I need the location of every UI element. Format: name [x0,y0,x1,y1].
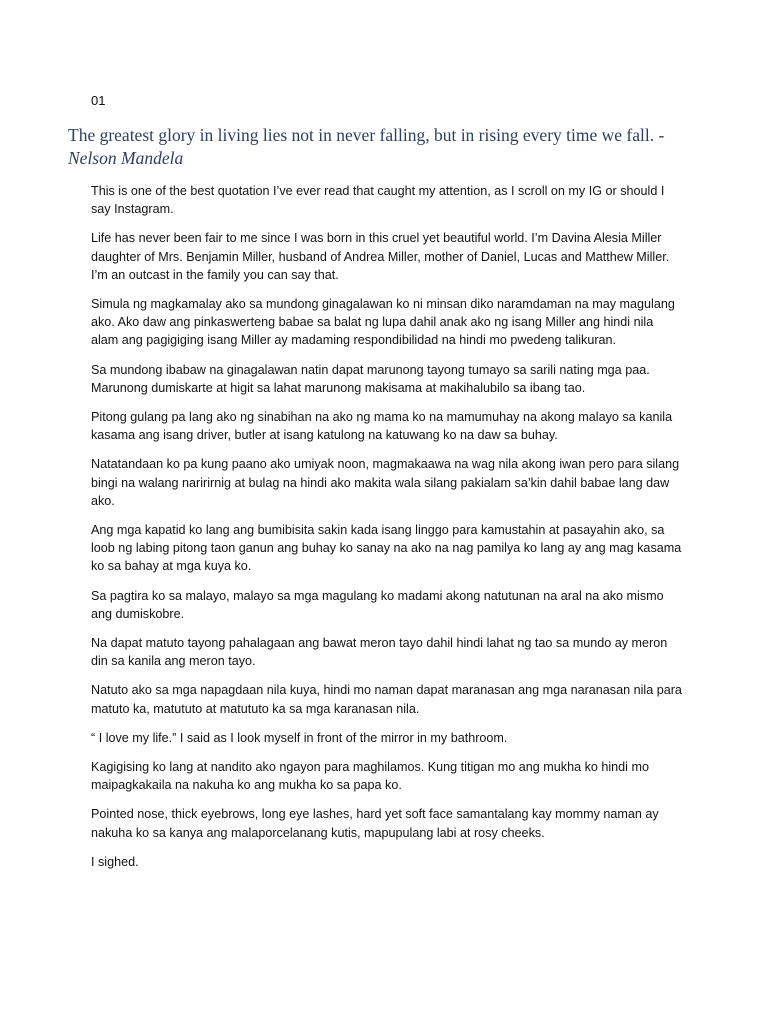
paragraph: “ I love my life.” I said as I look myself in front of the mirror in my bathroom. [91,730,508,745]
paragraph: Kagigising ko lang at nandito ako ngayon para maghilamos. Kung titigan mo ang mukha ko hindi mo maipagkakaila na nakuha ko ang mukha ko sa papa ko. [91,760,649,793]
paragraph: Sa pagtira ko sa malayo, malayo sa mga magulang ko madami akong natutunan na aral na ako mismo ang dumiskobre. [91,588,664,621]
paragraph: Na dapat matuto tayong pahalagaan ang bawat meron tayo dahil hindi lahat ng tao sa mundo ay meron din sa kanila ang meron tayo. [91,636,668,669]
chapter-body [91,182,683,882]
paragraph: This is one of the best quotation I’ve ever read that caught my attention, as I scroll on my IG or should I say Instagram. [91,184,665,217]
quote-author: Nelson Mandela [68,148,184,168]
page-number: 01 [91,93,106,108]
paragraph: Life has never been fair to me since I was born in this cruel yet beautiful world. I’m Davina Alesia Miller daughter of Mrs. Benjamin Miller, husband of Andrea Miller, mother of Daniel, Lucas and Matthew Miller. I’m an outcast in the family you can say that. [91,231,670,282]
paragraph: Ang mga kapatid ko lang ang bumibisita sakin kada isang linggo para kamustahin at pasayahin ako, sa loob ng labing pitong taon ganun ang buhay ko sanay na ako na nag pamilya ko lang ay ang mag kasama ko sa bahay at mga kuya ko. [91,523,682,574]
paragraph: Pointed nose, thick eyebrows, long eye lashes, hard yet soft face samantalang kay mommy naman ay nakuha ko sa kanya ang malaporcelanang kutis, mapupulang labi at rosy cheeks. [91,807,659,840]
paragraph: Simula ng magkamalay ako sa mundong ginagalawan ko ni minsan diko naramdaman na may magulang ako. Ako daw ang pinkaswerteng babae sa balat ng lupa dahil anak ako ng isang Miller ang hindi nila alam ang pagigiging isang Miller ay madaming respondibilidad na hindi mo pwedeng talikuran. [91,297,675,348]
paragraph: Sa mundong ibabaw na ginagalawan natin dapat marunong tayong tumayo sa sarili nating mga paa. Marunong dumiskarte at higit sa lahat marunong makisama at makihalubilo sa ibang tao. [91,362,650,395]
paragraph: Natuto ako sa mga napagdaan nila kuya, hindi mo naman dapat maranasan ang mga naranasan nila para matuto ka, matututo at matututo ka sa mga karanasan nila. [91,683,682,716]
paragraph: I sighed. [91,854,139,869]
quote-text: The greatest glory in living lies not in never falling, but in rising every time we fall. - [68,125,665,145]
paragraph: Natatandaan ko pa kung paano ako umiyak noon, magmakaawa na wag nila akong iwan pero para silang bingi na walang naririrnig at bulag na hindi ako makita wala silang pakialam sa’kin dahil babae lang daw ako. [91,457,680,508]
paragraph: Pitong gulang pa lang ako ng sinabihan na ako ng mama ko na mamumuhay na akong malayo sa kanila kasama ang isang driver, butler at isang katulong na katuwang ko na daw sa buhay. [91,410,673,443]
epigraph-quote [68,124,708,170]
